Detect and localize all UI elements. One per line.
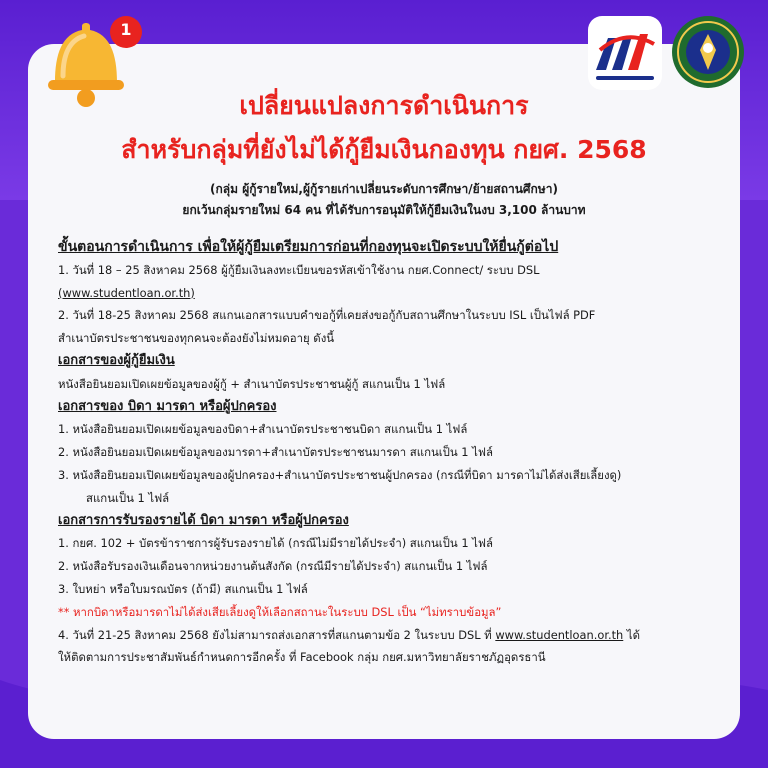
income-docs-item: 1. กยศ. 102 + บัตรข้าราชการผู้รับรองรายได้ (กรณีไม่มีรายได้ประจำ) สแกนเป็น 1 ไฟล์ (58, 536, 493, 551)
step4-text: 4. วันที่ 21-25 สิงหาคม 2568 ยังไม่สามารถส่งเอกสารที่สแกนตามข้อ 2 ในระบบ DSL ที่ (58, 627, 496, 642)
step2-line2: สำเนาบัตรประชาชนของทุกคนจะต้องยังไม่หมดอายุ ดังนี้ (58, 331, 335, 346)
parent-docs-item3-continued: สแกนเป็น 1 ไฟล์ (86, 490, 170, 505)
borrower-docs-title: เอกสารของผู้กู้ยืมเงิน (58, 352, 175, 368)
step4-tail: ได้ (623, 627, 641, 642)
step2-line1: 2. วันที่ 18-25 สิงหาคม 2568 สแกนเอกสารแบบคำขอกู้ที่เคยส่งขอกู้กับสถานศึกษาในระบบ ISL เป็นไฟล์ PDF (58, 308, 596, 323)
subtitle-line1: (กลุ่ม ผู้กู้รายใหม่,ผู้กู้รายเก่าเปลี่ยนระดับการศึกษา/ย้ายสถานศึกษา) (210, 182, 558, 196)
page-title-line1: เปลี่ยนแปลงการดำเนินการ (239, 91, 529, 120)
step1-text: 1. วันที่ 18 – 25 สิงหาคม 2568 ผู้กู้ยืมเงินลงทะเบียนขอรหัสเข้าใช้งาน กยศ.Connect/ ระบบ DSL (58, 262, 540, 277)
procedure-heading: ขั้นตอนการดำเนินการ เพื่อให้ผู้กู้ยืมเตรียมการก่อนที่กองทุนจะเปิดระบบให้ยื่นกู้ต่อไป (58, 239, 559, 255)
parent-docs-item: 2. หนังสือยินยอมเปิดเผยข้อมูลของมารดา+สำเนาบัตรประชาชนมารดา สแกนเป็น 1 ไฟล์ (58, 445, 493, 460)
kyosor-logo (586, 14, 664, 94)
step1-link[interactable]: (www.studentloan.or.th) (58, 285, 195, 300)
university-seal (670, 14, 746, 90)
announcement-body (58, 236, 718, 669)
step4-line2: ให้ติดตามการประชาสัมพันธ์กำหนดการอีกครั้ง ที่ Facebook กลุ่ม กยศ.มหาวิทยาลัยราชภัฏอุดรธานี (58, 650, 546, 665)
parent-docs-item: 3. หนังสือยินยอมเปิดเผยข้อมูลของผู้ปกครอง+สำเนาบัตรประชาชนผู้ปกครอง (กรณีที่บิดา มารดาไม่ได้ส่งเสียเลี้ยงดู) (58, 467, 622, 482)
notification-count: 1 (120, 20, 132, 39)
parent-docs-item: 1. หนังสือยินยอมเปิดเผยข้อมูลของบิดา+สำเนาบัตรประชาชนบิดา สแกนเป็น 1 ไฟล์ (58, 422, 468, 437)
subtitle-line2: ยกเว้นกลุ่มรายใหม่ 64 คน ที่ได้รับการอนุมัติให้กู้ยืมเงินในงบ 3,100 ล้านบาท (182, 203, 586, 217)
step4-link[interactable]: www.studentloan.or.th (495, 627, 624, 642)
parent-docs-title: เอกสารของ บิดา มารดา หรือผู้ปกครอง (58, 398, 277, 414)
income-docs-item: 3. ใบหย่า หรือใบมรณบัตร (ถ้ามี) สแกนเป็น 1 ไฟล์ (58, 581, 308, 596)
step4-line1 (58, 624, 718, 647)
dsl-status-note: ** หากบิดาหรือมารดาไม่ได้ส่งเสียเลี้ยงดูให้เลือกสถานะในระบบ DSL เป็น “ไม่ทราบข้อมูล” (58, 604, 502, 619)
borrower-docs-item: หนังสือยินยอมเปิดเผยข้อมูลของผู้กู้ + สำเนาบัตรประชาชนผู้กู้ สแกนเป็น 1 ไฟล์ (58, 376, 446, 391)
income-docs-title: เอกสารการรับรองรายได้ บิดา มารดา หรือผู้ปกครอง (58, 512, 349, 528)
income-docs-item: 2. หนังสือรับรองเงินเดือนจากหน่วยงานต้นสังกัด (กรณีมีรายได้ประจำ) สแกนเป็น 1 ไฟล์ (58, 559, 488, 574)
page-title-line2: สำหรับกลุ่มที่ยังไม่ได้กู้ยืมเงินกองทุน กยศ. 2568 (121, 135, 647, 164)
